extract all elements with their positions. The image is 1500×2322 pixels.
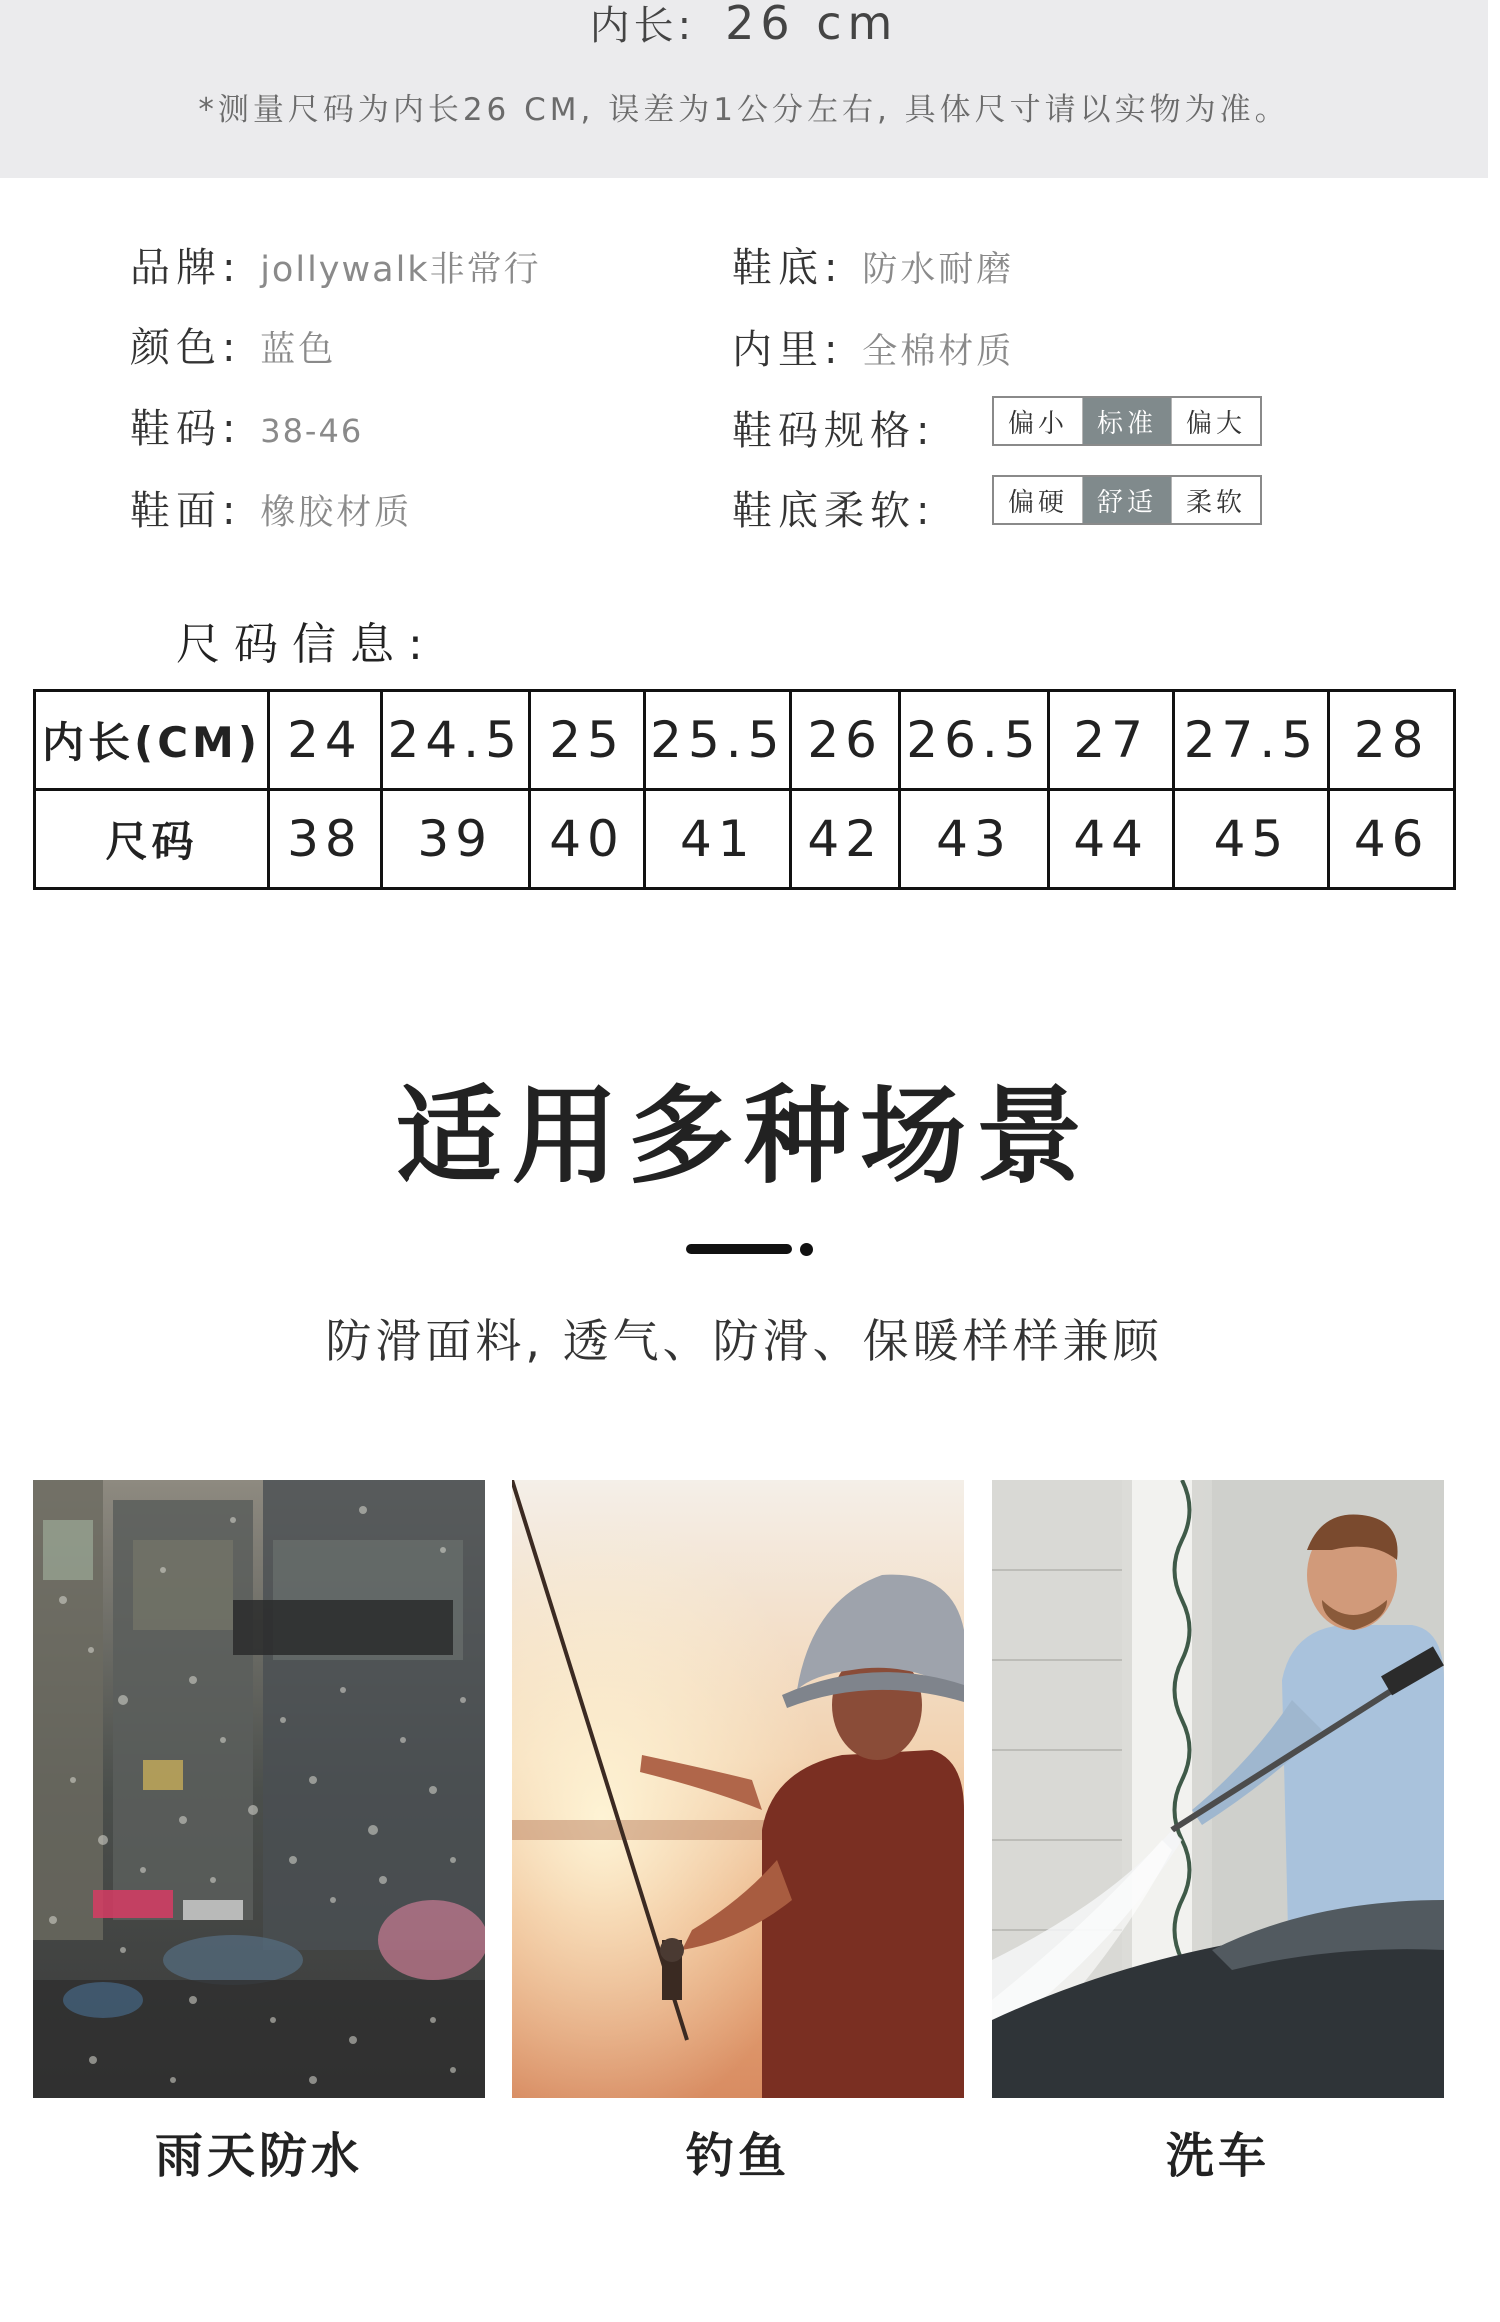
table-header-inner-length: 内长(CM)	[35, 691, 269, 790]
caption-car-wash: 洗车	[1165, 2128, 1270, 2184]
softness-scale	[992, 475, 1262, 525]
spec-sole-value: 防水耐磨	[862, 250, 1015, 290]
spec-sole	[732, 236, 1014, 293]
spec-upper-label: 鞋面:	[130, 488, 242, 534]
spec-color	[130, 316, 336, 373]
spec-fit	[732, 399, 935, 456]
caption-rain: 雨天防水	[154, 2128, 363, 2184]
caption-fishing: 钓鱼	[685, 2128, 790, 2184]
spec-lining	[732, 318, 1014, 375]
table-cell: 41	[645, 790, 791, 889]
fishing-photo	[512, 1480, 964, 2098]
spec-color-value: 蓝色	[260, 330, 337, 370]
measurement-banner	[0, 0, 1488, 178]
table-cell: 27.5	[1174, 691, 1329, 790]
table-cell: 27	[1048, 691, 1174, 790]
table-cell: 26.5	[900, 691, 1049, 790]
size-table	[33, 689, 1456, 890]
table-cell: 46	[1329, 790, 1455, 889]
rainy-window-photo	[33, 1480, 485, 2098]
fit-option-small: 偏小	[994, 398, 1083, 444]
spec-lining-value: 全棉材质	[862, 332, 1015, 372]
spec-softness	[732, 479, 935, 536]
car-wash-photo	[992, 1480, 1444, 2098]
table-row	[35, 790, 1455, 889]
fit-option-large: 偏大	[1185, 408, 1246, 439]
spec-sole-label: 鞋底:	[732, 245, 844, 291]
table-header-size: 尺码	[35, 790, 269, 889]
table-cell: 45	[1174, 790, 1329, 889]
table-cell: 38	[269, 790, 382, 889]
spec-brand-value: jollywalk非常行	[260, 250, 541, 290]
spec-size-label: 鞋码:	[130, 406, 242, 452]
spec-fit-label: 鞋码规格:	[732, 408, 936, 454]
size-info-title: 尺码信息:	[176, 619, 437, 670]
spec-upper-value: 橡胶材质	[260, 493, 413, 533]
softness-option-hard: 偏硬	[994, 477, 1083, 523]
measurement-note: *测量尺码为内长26 CM, 误差为1公分左右, 具体尺寸请以实物为准。	[198, 92, 1290, 128]
scenes-title: 适用多种场景	[396, 1075, 1092, 1198]
table-cell: 26	[791, 691, 900, 790]
spec-lining-label: 内里:	[732, 327, 844, 373]
table-cell: 42	[791, 790, 900, 889]
table-cell: 28	[1329, 691, 1455, 790]
table-cell: 25	[529, 691, 645, 790]
inner-length-label: 内长:	[589, 3, 696, 49]
table-cell: 40	[529, 790, 645, 889]
table-cell: 24	[269, 691, 382, 790]
table-cell: 24.5	[381, 691, 529, 790]
inner-length-value: 26 cm	[725, 0, 899, 50]
title-divider	[686, 1244, 792, 1254]
softness-option-soft: 柔软	[1185, 487, 1246, 518]
fit-option-standard: 标准	[1083, 398, 1172, 444]
table-cell: 43	[900, 790, 1049, 889]
spec-brand	[130, 236, 541, 293]
spec-upper	[130, 479, 412, 536]
fit-scale	[992, 396, 1262, 446]
table-cell: 39	[381, 790, 529, 889]
table-row	[35, 691, 1455, 790]
scenes-subtitle: 防滑面料, 透气、防滑、保暖样样兼顾	[325, 1314, 1163, 1368]
title-divider-dot	[800, 1243, 813, 1256]
spec-color-label: 颜色:	[130, 325, 242, 371]
spec-size-value: 38-46	[260, 412, 364, 450]
table-cell: 44	[1048, 790, 1174, 889]
spec-brand-label: 品牌:	[130, 245, 242, 291]
softness-option-comfort: 舒适	[1083, 477, 1172, 523]
spec-size	[130, 397, 363, 454]
spec-softness-label: 鞋底柔软:	[732, 488, 936, 534]
inner-length-measure	[0, 0, 1488, 51]
table-cell: 25.5	[645, 691, 791, 790]
